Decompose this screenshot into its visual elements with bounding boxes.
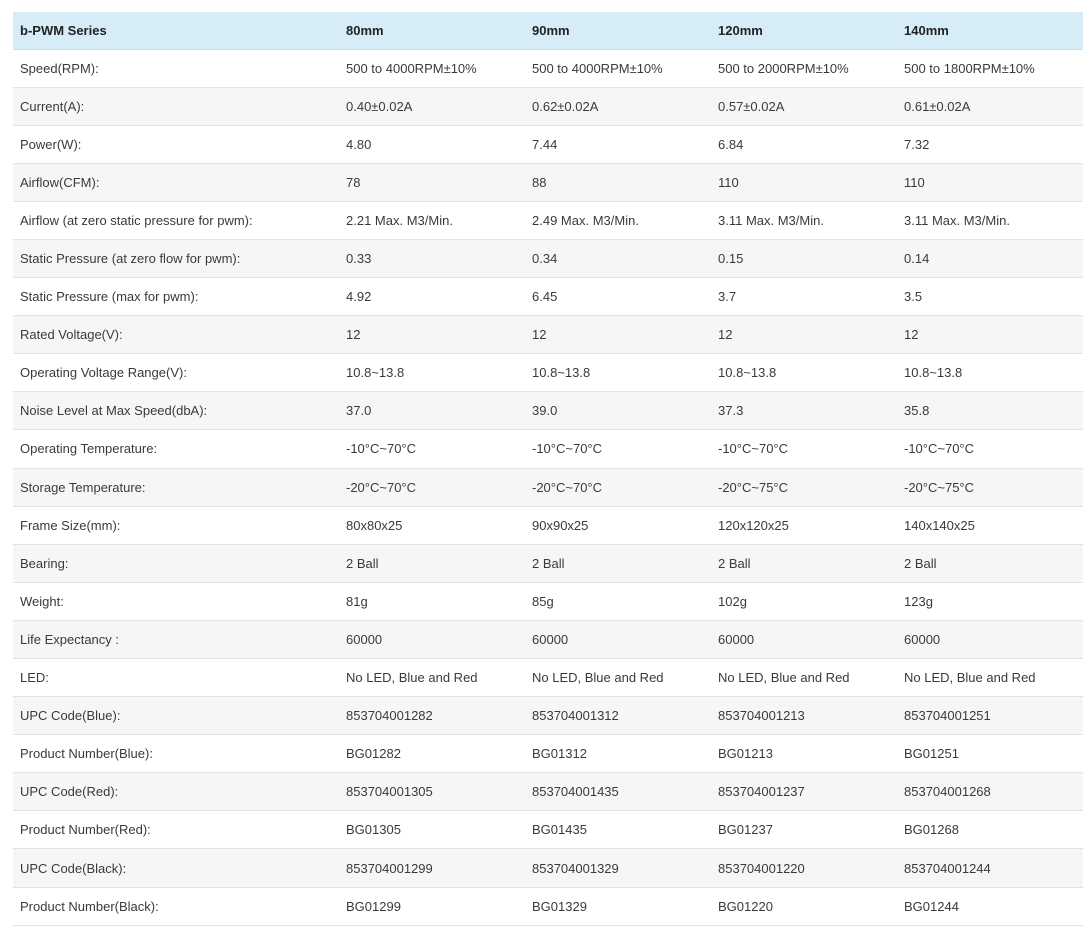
table-row bbox=[13, 49, 1083, 87]
table-row bbox=[13, 506, 1083, 544]
value-120mm: 500 to 2000RPM±10% bbox=[711, 49, 897, 87]
table-row bbox=[13, 697, 1083, 735]
value-120mm: 853704001237 bbox=[711, 773, 897, 811]
value-90mm: -10°C~70°C bbox=[525, 430, 711, 468]
value-140mm: 853704001268 bbox=[897, 773, 1083, 811]
value-140mm: 7.32 bbox=[897, 125, 1083, 163]
value-140mm: 3.11 Max. M3/Min. bbox=[897, 201, 1083, 239]
value-120mm: BG01213 bbox=[711, 735, 897, 773]
value-80mm: No LED, Blue and Red bbox=[339, 659, 525, 697]
value-90mm: BG01329 bbox=[525, 887, 711, 925]
value-90mm: 2 Ball bbox=[525, 544, 711, 582]
value-90mm: BG01435 bbox=[525, 811, 711, 849]
value-140mm: 3.5 bbox=[897, 278, 1083, 316]
value-90mm: 853704001312 bbox=[525, 697, 711, 735]
spec-label: Frame Size(mm): bbox=[13, 506, 339, 544]
value-80mm: 0.33 bbox=[339, 239, 525, 277]
table-row bbox=[13, 544, 1083, 582]
spec-label: Noise Level at Max Speed(dbA): bbox=[13, 392, 339, 430]
value-80mm: -10°C~70°C bbox=[339, 430, 525, 468]
value-140mm: 0.14 bbox=[897, 239, 1083, 277]
table-row bbox=[13, 735, 1083, 773]
value-80mm: 2 Ball bbox=[339, 544, 525, 582]
table-row bbox=[13, 87, 1083, 125]
value-80mm: 78 bbox=[339, 163, 525, 201]
value-90mm: -20°C~70°C bbox=[525, 468, 711, 506]
spec-label: UPC Code(Blue): bbox=[13, 697, 339, 735]
value-120mm: 10.8~13.8 bbox=[711, 354, 897, 392]
spec-label: Static Pressure (max for pwm): bbox=[13, 278, 339, 316]
value-120mm: -20°C~75°C bbox=[711, 468, 897, 506]
spec-label: Operating Temperature: bbox=[13, 430, 339, 468]
value-140mm: 10.8~13.8 bbox=[897, 354, 1083, 392]
table-row bbox=[13, 354, 1083, 392]
value-120mm: -10°C~70°C bbox=[711, 430, 897, 468]
spec-table-body bbox=[13, 49, 1083, 925]
table-row bbox=[13, 620, 1083, 658]
value-140mm: 0.61±0.02A bbox=[897, 87, 1083, 125]
table-row bbox=[13, 239, 1083, 277]
value-90mm: BG01312 bbox=[525, 735, 711, 773]
value-90mm: 853704001435 bbox=[525, 773, 711, 811]
header-series: b-PWM Series bbox=[13, 12, 339, 49]
value-90mm: 7.44 bbox=[525, 125, 711, 163]
value-140mm: 123g bbox=[897, 582, 1083, 620]
value-80mm: 81g bbox=[339, 582, 525, 620]
value-90mm: 2.49 Max. M3/Min. bbox=[525, 201, 711, 239]
spec-label: LED: bbox=[13, 659, 339, 697]
value-120mm: BG01237 bbox=[711, 811, 897, 849]
value-120mm: 0.15 bbox=[711, 239, 897, 277]
spec-label: UPC Code(Black): bbox=[13, 849, 339, 887]
table-row bbox=[13, 316, 1083, 354]
table-row bbox=[13, 392, 1083, 430]
value-140mm: 12 bbox=[897, 316, 1083, 354]
spec-table-header bbox=[13, 12, 1083, 49]
value-140mm: 60000 bbox=[897, 620, 1083, 658]
spec-label: Static Pressure (at zero flow for pwm): bbox=[13, 239, 339, 277]
value-80mm: BG01282 bbox=[339, 735, 525, 773]
value-80mm: 500 to 4000RPM±10% bbox=[339, 49, 525, 87]
value-140mm: -20°C~75°C bbox=[897, 468, 1083, 506]
value-90mm: 6.45 bbox=[525, 278, 711, 316]
value-140mm: BG01268 bbox=[897, 811, 1083, 849]
table-row bbox=[13, 468, 1083, 506]
value-80mm: 80x80x25 bbox=[339, 506, 525, 544]
value-140mm: 853704001251 bbox=[897, 697, 1083, 735]
table-row bbox=[13, 659, 1083, 697]
spec-label: Speed(RPM): bbox=[13, 49, 339, 87]
spec-label: UPC Code(Red): bbox=[13, 773, 339, 811]
spec-label: Current(A): bbox=[13, 87, 339, 125]
value-120mm: 6.84 bbox=[711, 125, 897, 163]
table-row bbox=[13, 811, 1083, 849]
value-90mm: 12 bbox=[525, 316, 711, 354]
value-140mm: 500 to 1800RPM±10% bbox=[897, 49, 1083, 87]
table-row bbox=[13, 163, 1083, 201]
spec-label: Rated Voltage(V): bbox=[13, 316, 339, 354]
value-120mm: 3.11 Max. M3/Min. bbox=[711, 201, 897, 239]
value-140mm: 2 Ball bbox=[897, 544, 1083, 582]
spec-label: Life Expectancy : bbox=[13, 620, 339, 658]
value-120mm: 0.57±0.02A bbox=[711, 87, 897, 125]
value-80mm: -20°C~70°C bbox=[339, 468, 525, 506]
value-140mm: No LED, Blue and Red bbox=[897, 659, 1083, 697]
value-90mm: 39.0 bbox=[525, 392, 711, 430]
value-140mm: BG01251 bbox=[897, 735, 1083, 773]
value-120mm: 12 bbox=[711, 316, 897, 354]
value-80mm: 0.40±0.02A bbox=[339, 87, 525, 125]
table-row bbox=[13, 849, 1083, 887]
value-120mm: 853704001213 bbox=[711, 697, 897, 735]
value-140mm: 853704001244 bbox=[897, 849, 1083, 887]
spec-table bbox=[13, 12, 1083, 926]
spec-label: Weight: bbox=[13, 582, 339, 620]
value-80mm: 10.8~13.8 bbox=[339, 354, 525, 392]
value-90mm: 90x90x25 bbox=[525, 506, 711, 544]
value-80mm: 2.21 Max. M3/Min. bbox=[339, 201, 525, 239]
table-row bbox=[13, 278, 1083, 316]
value-120mm: No LED, Blue and Red bbox=[711, 659, 897, 697]
table-row bbox=[13, 887, 1083, 925]
value-80mm: 853704001299 bbox=[339, 849, 525, 887]
spec-label: Product Number(Red): bbox=[13, 811, 339, 849]
value-90mm: 0.62±0.02A bbox=[525, 87, 711, 125]
value-80mm: 4.80 bbox=[339, 125, 525, 163]
header-80mm: 80mm bbox=[339, 12, 525, 49]
value-80mm: 12 bbox=[339, 316, 525, 354]
header-row bbox=[13, 12, 1083, 49]
value-90mm: 60000 bbox=[525, 620, 711, 658]
value-80mm: 60000 bbox=[339, 620, 525, 658]
value-90mm: 0.34 bbox=[525, 239, 711, 277]
value-80mm: 4.92 bbox=[339, 278, 525, 316]
value-90mm: 85g bbox=[525, 582, 711, 620]
value-80mm: 37.0 bbox=[339, 392, 525, 430]
table-row bbox=[13, 582, 1083, 620]
value-120mm: 110 bbox=[711, 163, 897, 201]
table-row bbox=[13, 773, 1083, 811]
header-140mm: 140mm bbox=[897, 12, 1083, 49]
value-140mm: 35.8 bbox=[897, 392, 1083, 430]
value-140mm: 140x140x25 bbox=[897, 506, 1083, 544]
table-row bbox=[13, 430, 1083, 468]
value-120mm: 853704001220 bbox=[711, 849, 897, 887]
spec-label: Product Number(Blue): bbox=[13, 735, 339, 773]
value-90mm: 853704001329 bbox=[525, 849, 711, 887]
spec-label: Product Number(Black): bbox=[13, 887, 339, 925]
spec-label: Airflow (at zero static pressure for pwm): bbox=[13, 201, 339, 239]
value-80mm: 853704001305 bbox=[339, 773, 525, 811]
value-120mm: BG01220 bbox=[711, 887, 897, 925]
value-140mm: BG01244 bbox=[897, 887, 1083, 925]
spec-label: Operating Voltage Range(V): bbox=[13, 354, 339, 392]
value-80mm: BG01305 bbox=[339, 811, 525, 849]
spec-label: Power(W): bbox=[13, 125, 339, 163]
value-140mm: -10°C~70°C bbox=[897, 430, 1083, 468]
value-120mm: 37.3 bbox=[711, 392, 897, 430]
value-80mm: 853704001282 bbox=[339, 697, 525, 735]
spec-label: Bearing: bbox=[13, 544, 339, 582]
value-90mm: 10.8~13.8 bbox=[525, 354, 711, 392]
table-row bbox=[13, 201, 1083, 239]
value-80mm: BG01299 bbox=[339, 887, 525, 925]
table-row bbox=[13, 125, 1083, 163]
header-120mm: 120mm bbox=[711, 12, 897, 49]
value-120mm: 120x120x25 bbox=[711, 506, 897, 544]
value-120mm: 3.7 bbox=[711, 278, 897, 316]
spec-table-container bbox=[13, 12, 1083, 926]
value-120mm: 102g bbox=[711, 582, 897, 620]
value-140mm: 110 bbox=[897, 163, 1083, 201]
value-90mm: 88 bbox=[525, 163, 711, 201]
spec-label: Airflow(CFM): bbox=[13, 163, 339, 201]
spec-label: Storage Temperature: bbox=[13, 468, 339, 506]
value-90mm: No LED, Blue and Red bbox=[525, 659, 711, 697]
header-90mm: 90mm bbox=[525, 12, 711, 49]
value-120mm: 2 Ball bbox=[711, 544, 897, 582]
value-90mm: 500 to 4000RPM±10% bbox=[525, 49, 711, 87]
value-120mm: 60000 bbox=[711, 620, 897, 658]
